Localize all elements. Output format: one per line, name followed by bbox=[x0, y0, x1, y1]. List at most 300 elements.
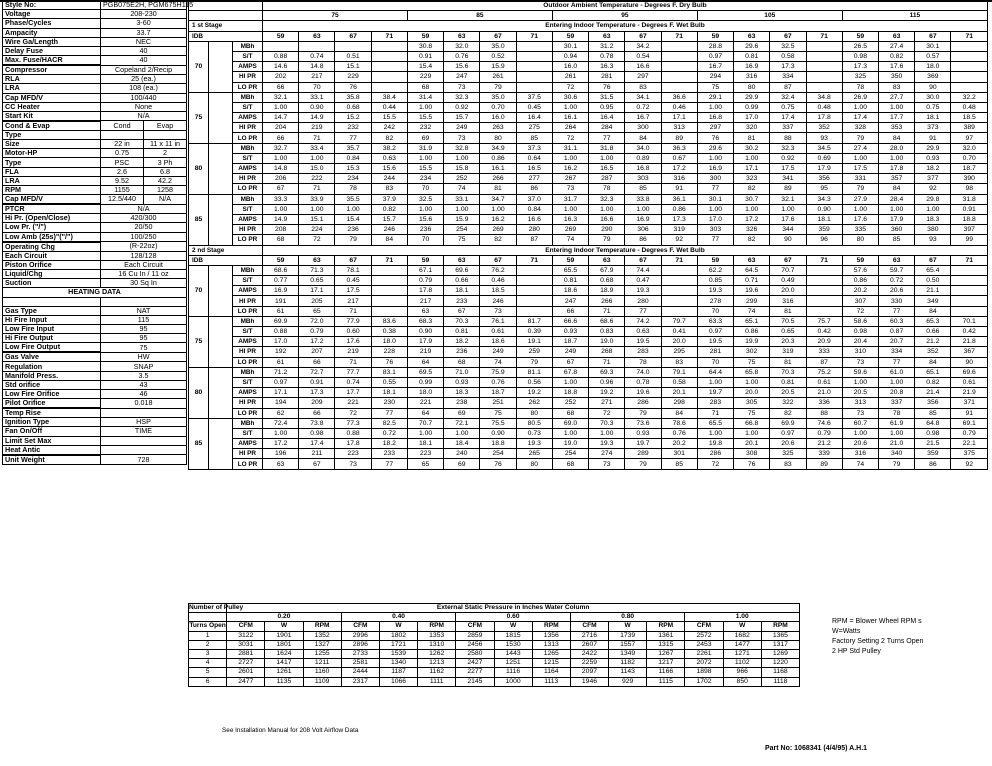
perf-cell: 34.0 bbox=[625, 143, 661, 153]
perf-cell: 14.9 bbox=[299, 113, 335, 123]
blower-row bbox=[189, 659, 800, 668]
perf-cell: 289 bbox=[625, 449, 661, 459]
perf-cell: 17.1 bbox=[661, 113, 697, 123]
part-number: Part No: 1068341 (4/4/95) A.H.1 bbox=[765, 745, 868, 752]
perf-row-label: MBh bbox=[233, 194, 263, 204]
spec-key: FLA bbox=[3, 167, 101, 176]
perf-cell: 29.8 bbox=[915, 194, 951, 204]
perf-cell: 71.0 bbox=[444, 367, 480, 377]
spec-value: 728 bbox=[101, 455, 187, 465]
perf-cell: 356 bbox=[915, 398, 951, 408]
perf-cell: 81 bbox=[770, 306, 806, 316]
blower-cell: 1265 bbox=[532, 649, 570, 658]
blower-cell: 1340 bbox=[379, 659, 417, 668]
perf-cell: 0.88 bbox=[263, 327, 299, 337]
perf-cell: 0.93 bbox=[444, 377, 480, 387]
perf-cell: 360 bbox=[879, 225, 915, 235]
perf-cell: 73 bbox=[842, 357, 878, 367]
spec-row bbox=[3, 242, 187, 252]
perf-cell: 0.79 bbox=[951, 428, 988, 438]
perf-cell: 35.0 bbox=[480, 41, 516, 51]
perf-cell: 74 bbox=[552, 235, 588, 245]
blower-cell: 1115 bbox=[647, 677, 685, 686]
perf-cell: 17.5 bbox=[770, 164, 806, 174]
perf-cell: 20.3 bbox=[770, 337, 806, 347]
perf-cell: 0.93 bbox=[915, 153, 951, 163]
perf-cell: 16.7 bbox=[697, 62, 733, 72]
spec-row bbox=[3, 204, 187, 214]
perf-cell: 70 bbox=[299, 82, 335, 92]
perf-cell: 29.6 bbox=[734, 41, 770, 51]
perf-cell: 340 bbox=[879, 449, 915, 459]
perf-cell: 18.8 bbox=[552, 388, 588, 398]
spec-row bbox=[3, 167, 187, 176]
wb-temp: 67 bbox=[915, 31, 951, 41]
perf-cell: 88 bbox=[806, 408, 842, 418]
perf-cell: 269 bbox=[552, 225, 588, 235]
blower-cell: 2259 bbox=[570, 659, 608, 668]
perf-row-label: MBh bbox=[233, 92, 263, 102]
perf-cell: 0.72 bbox=[371, 428, 407, 438]
perf-cell: 0.54 bbox=[625, 51, 661, 61]
spec-value-evap: 11 x 11 in bbox=[144, 140, 187, 149]
wb-row bbox=[189, 31, 988, 41]
perf-cell: 261 bbox=[552, 72, 588, 82]
perf-cell: 17.3 bbox=[770, 62, 806, 72]
spec-value: 95 bbox=[101, 334, 187, 343]
perf-cell: 65.8 bbox=[734, 367, 770, 377]
perf-cell: 99 bbox=[951, 235, 988, 245]
perf-cell: 90 bbox=[951, 357, 988, 367]
perf-cell: 1.00 bbox=[879, 377, 915, 387]
perf-cell bbox=[951, 51, 988, 61]
idb-value: 80 bbox=[189, 143, 209, 194]
perf-cell: 19.2 bbox=[589, 388, 625, 398]
perf-cell: 0.90 bbox=[480, 428, 516, 438]
perf-cell: 78 bbox=[842, 82, 878, 92]
perf-cell: 64.5 bbox=[734, 265, 770, 275]
blower-cell: 2145 bbox=[456, 677, 494, 686]
perf-cell bbox=[516, 296, 552, 306]
spec-key: Cap MFD/V bbox=[3, 195, 101, 205]
blower-cell: 1530 bbox=[494, 640, 532, 649]
blower-performance-table bbox=[188, 603, 800, 687]
perf-cell: 82 bbox=[734, 235, 770, 245]
perf-cell: 1.00 bbox=[625, 204, 661, 214]
perf-cell: 75 bbox=[444, 235, 480, 245]
perf-cell: 68.6 bbox=[263, 265, 299, 275]
perf-cell: 16.9 bbox=[734, 62, 770, 72]
perf-cell: 236 bbox=[407, 225, 443, 235]
perf-cell: 0.79 bbox=[407, 276, 443, 286]
perf-cell: 20.1 bbox=[734, 439, 770, 449]
spec-row bbox=[3, 232, 187, 242]
perf-cell: 17.9 bbox=[407, 337, 443, 347]
perf-cell: 31.2 bbox=[589, 41, 625, 51]
perf-cell: 15.0 bbox=[299, 164, 335, 174]
perf-cell: 17.6 bbox=[770, 214, 806, 224]
perf-cell: 275 bbox=[516, 123, 552, 133]
perf-cell: 66.6 bbox=[552, 316, 588, 326]
perf-cell: 0.98 bbox=[842, 327, 878, 337]
perf-cell: 69.1 bbox=[951, 418, 988, 428]
perf-cell: 74.6 bbox=[806, 418, 842, 428]
perf-cell: 278 bbox=[697, 296, 733, 306]
perf-cell: 194 bbox=[263, 398, 299, 408]
spec-key: Gas Valve bbox=[3, 352, 101, 362]
spec-key: Type bbox=[3, 130, 101, 139]
blower-cell: 2580 bbox=[456, 649, 494, 658]
perf-cell: 0.68 bbox=[589, 276, 625, 286]
perf-cell: 334 bbox=[770, 72, 806, 82]
perf-cell: 19.3 bbox=[697, 286, 733, 296]
perf-cell bbox=[806, 82, 842, 92]
spec-value: 25 (ea.) bbox=[101, 75, 187, 84]
perf-cell: 15.4 bbox=[335, 214, 371, 224]
perf-cell: 18.0 bbox=[371, 337, 407, 347]
blower-cell: 2 bbox=[189, 640, 227, 649]
perf-cell: 390 bbox=[951, 174, 988, 184]
perf-cell: 17.2 bbox=[734, 214, 770, 224]
wb-temp: 71 bbox=[806, 31, 842, 41]
perf-cell: 77 bbox=[371, 408, 407, 418]
blower-cell: 2607 bbox=[570, 640, 608, 649]
perf-cell: 33.1 bbox=[299, 92, 335, 102]
stage-header-row bbox=[189, 21, 988, 31]
perf-cell: 37.0 bbox=[516, 194, 552, 204]
perf-row-label: S/T bbox=[233, 276, 263, 286]
blower-cell: 1702 bbox=[685, 677, 723, 686]
perf-cell: 0.93 bbox=[552, 327, 588, 337]
perf-cell: 19.5 bbox=[625, 337, 661, 347]
perf-cell: 357 bbox=[879, 174, 915, 184]
perf-cell: 66 bbox=[299, 408, 335, 418]
ambient-temp: 115 bbox=[842, 11, 987, 21]
perf-cell: 66 bbox=[263, 82, 299, 92]
perf-cell: 74 bbox=[842, 459, 878, 469]
spec-value: N/A bbox=[101, 111, 187, 121]
blower-cell: 929 bbox=[609, 677, 647, 686]
wb-temp: 67 bbox=[480, 31, 516, 41]
perf-cell bbox=[806, 276, 842, 286]
perf-cell: 320 bbox=[734, 123, 770, 133]
perf-cell: 61 bbox=[263, 306, 299, 316]
perf-row-label: HI PR bbox=[233, 225, 263, 235]
blower-col-header: W bbox=[494, 622, 532, 631]
spec-key: Hi Fire Output bbox=[3, 334, 101, 343]
perf-cell bbox=[806, 72, 842, 82]
spec-value: N/A bbox=[101, 204, 187, 214]
perf-cell: 29.9 bbox=[734, 92, 770, 102]
perf-cell: 82 bbox=[770, 408, 806, 418]
blower-cell: 1443 bbox=[494, 649, 532, 658]
perf-cell: 0.86 bbox=[842, 276, 878, 286]
perf-row bbox=[189, 418, 988, 428]
perf-cell: 83.1 bbox=[371, 367, 407, 377]
blower-cell: 2716 bbox=[570, 631, 608, 640]
perf-cell: 0.44 bbox=[371, 102, 407, 112]
perf-cell: 72 bbox=[335, 408, 371, 418]
perf-row-label: S/T bbox=[233, 204, 263, 214]
perf-cell: 66 bbox=[263, 133, 299, 143]
perf-cell: 0.58 bbox=[661, 377, 697, 387]
perf-cell: 1.00 bbox=[879, 204, 915, 214]
perf-cell: 20.4 bbox=[842, 337, 878, 347]
ambient-temp: 85 bbox=[407, 11, 552, 21]
perf-cell: 27.4 bbox=[879, 41, 915, 51]
spec-key: Each Circuit bbox=[3, 251, 101, 260]
spec-row bbox=[3, 362, 187, 371]
perf-cell: 236 bbox=[335, 225, 371, 235]
perf-cell: 73.6 bbox=[625, 418, 661, 428]
wb-temp: 67 bbox=[625, 255, 661, 265]
perf-cell: 79 bbox=[589, 235, 625, 245]
perf-cell: 84 bbox=[879, 133, 915, 143]
perf-row bbox=[189, 367, 988, 377]
perf-cell: 17.8 bbox=[407, 286, 443, 296]
note-line: RPM = Blower Wheel RPM s bbox=[832, 618, 922, 625]
perf-cell: 30.1 bbox=[552, 41, 588, 51]
perf-cell: 19.0 bbox=[589, 337, 625, 347]
perf-cell: 70.5 bbox=[770, 316, 806, 326]
perf-cell: 0.81 bbox=[552, 276, 588, 286]
perf-cell: 32.0 bbox=[444, 41, 480, 51]
spec-row bbox=[3, 445, 187, 455]
spec-row bbox=[3, 399, 187, 409]
blower-col-header: RPM bbox=[418, 622, 456, 631]
perf-cell: 0.91 bbox=[299, 377, 335, 387]
perf-cell: 18.7 bbox=[951, 164, 988, 174]
blower-cell: 1365 bbox=[761, 631, 799, 640]
perf-cell: 76.1 bbox=[480, 316, 516, 326]
perf-row bbox=[189, 449, 988, 459]
wb-temp: 59 bbox=[697, 255, 733, 265]
wb-temp: 67 bbox=[915, 255, 951, 265]
perf-row-label: HI PR bbox=[233, 296, 263, 306]
blower-cell: 1066 bbox=[379, 677, 417, 686]
spec-key: Unit Weight bbox=[3, 455, 101, 465]
perf-cell: 65.3 bbox=[915, 316, 951, 326]
perf-cell: 280 bbox=[516, 225, 552, 235]
spec-value: 3.5 bbox=[101, 371, 187, 380]
perf-cell bbox=[371, 265, 407, 275]
perf-cell: 335 bbox=[842, 225, 878, 235]
perf-cell: 232 bbox=[335, 123, 371, 133]
perf-cell: 16.8 bbox=[697, 113, 733, 123]
perf-cell: 67.9 bbox=[589, 265, 625, 275]
perf-cell: 15.6 bbox=[407, 214, 443, 224]
wb-row bbox=[189, 255, 988, 265]
perf-cell: 0.96 bbox=[589, 377, 625, 387]
perf-cell: 78.1 bbox=[335, 265, 371, 275]
perf-cell: 0.63 bbox=[371, 153, 407, 163]
spec-key: Manifold Press. bbox=[3, 371, 101, 380]
perf-cell bbox=[951, 296, 988, 306]
idb-value: 85 bbox=[189, 418, 209, 469]
perf-cell: 17.2 bbox=[661, 164, 697, 174]
blower-cell: 1261 bbox=[265, 668, 303, 677]
perf-cell: 1.00 bbox=[444, 428, 480, 438]
perf-cell bbox=[516, 51, 552, 61]
perf-cell: 69.6 bbox=[444, 265, 480, 275]
perf-cell: 240 bbox=[444, 449, 480, 459]
perf-cell: 15.5 bbox=[371, 113, 407, 123]
perf-cell: 1.00 bbox=[842, 428, 878, 438]
perf-cell: 70.7 bbox=[770, 265, 806, 275]
perf-cell: 300 bbox=[697, 174, 733, 184]
perf-cell: 87 bbox=[516, 235, 552, 245]
perf-cell: 306 bbox=[625, 225, 661, 235]
perf-cell: 76 bbox=[335, 82, 371, 92]
perf-cell: 35.7 bbox=[335, 143, 371, 153]
perf-cell: 268 bbox=[589, 347, 625, 357]
perf-cell: 34.2 bbox=[625, 41, 661, 51]
perf-cell: 16.3 bbox=[552, 214, 588, 224]
perf-cell: 1.00 bbox=[734, 377, 770, 387]
perf-row-label: AMPS bbox=[233, 388, 263, 398]
spec-value: 40 bbox=[101, 56, 187, 66]
perf-cell: 0.67 bbox=[661, 153, 697, 163]
blower-cell: 1102 bbox=[723, 659, 761, 668]
perf-cell: 0.49 bbox=[770, 276, 806, 286]
perf-cell: 37.9 bbox=[371, 194, 407, 204]
perf-cell: 16.9 bbox=[625, 214, 661, 224]
perf-cell: 0.61 bbox=[480, 327, 516, 337]
perf-cell bbox=[661, 265, 697, 275]
perf-cell: 73 bbox=[589, 459, 625, 469]
perf-cell: 1.00 bbox=[697, 428, 733, 438]
perf-cell: 71 bbox=[697, 408, 733, 418]
perf-cell: 0.66 bbox=[915, 327, 951, 337]
perf-cell: 367 bbox=[951, 347, 988, 357]
blower-cell: 1353 bbox=[418, 631, 456, 640]
spec-row bbox=[3, 436, 187, 445]
perf-row bbox=[189, 306, 988, 316]
perf-cell: 294 bbox=[697, 72, 733, 82]
perf-row bbox=[189, 439, 988, 449]
perf-cell: 16.7 bbox=[625, 113, 661, 123]
perf-row bbox=[189, 388, 988, 398]
perf-cell: 30.2 bbox=[734, 143, 770, 153]
perf-cell: 76 bbox=[697, 133, 733, 143]
perf-cell: 17.9 bbox=[879, 214, 915, 224]
perf-row bbox=[189, 51, 988, 61]
perf-cell: 1.00 bbox=[842, 204, 878, 214]
perf-cell: 313 bbox=[842, 398, 878, 408]
spec-key: Size bbox=[3, 140, 101, 149]
perf-cell: 0.95 bbox=[589, 102, 625, 112]
perf-cell: 18.1 bbox=[806, 214, 842, 224]
perf-cell: 18.8 bbox=[480, 439, 516, 449]
perf-cell: 20.0 bbox=[770, 286, 806, 296]
perf-cell: 71 bbox=[299, 184, 335, 194]
perf-cell: 373 bbox=[915, 123, 951, 133]
perf-row-label: HI PR bbox=[233, 123, 263, 133]
blower-col-header: W bbox=[609, 622, 647, 631]
perf-cell: 16.2 bbox=[480, 214, 516, 224]
perf-cell bbox=[371, 82, 407, 92]
blower-col-header: CFM bbox=[685, 622, 723, 631]
perf-cell: 249 bbox=[552, 347, 588, 357]
perf-cell: 74 bbox=[480, 357, 516, 367]
perf-cell: 79 bbox=[480, 82, 516, 92]
perf-cell: 316 bbox=[734, 72, 770, 82]
perf-cell: 91 bbox=[951, 408, 988, 418]
perf-cell bbox=[806, 51, 842, 61]
perf-cell bbox=[371, 41, 407, 51]
perf-cell: 70.1 bbox=[951, 316, 988, 326]
spec-key: LRA bbox=[3, 176, 101, 185]
perf-cell: 1.00 bbox=[589, 153, 625, 163]
perf-cell bbox=[371, 286, 407, 296]
spec-row bbox=[3, 19, 187, 28]
spec-key: Max. Fuse/HACR bbox=[3, 56, 101, 66]
perf-cell: 69 bbox=[444, 408, 480, 418]
perf-cell: 32.8 bbox=[444, 143, 480, 153]
spec-value-cond: 22 in bbox=[101, 140, 144, 149]
perf-cell: 36.6 bbox=[661, 92, 697, 102]
outdoor-ambient-title: Outdoor Ambient Temperature - Degrees F. Dry Bulb bbox=[263, 1, 988, 11]
perf-cell: 281 bbox=[589, 72, 625, 82]
static-pressure-title: External Static Pressure in Inches Water Column bbox=[227, 604, 800, 613]
perf-cell: 1.00 bbox=[734, 153, 770, 163]
perf-cell: 70.3 bbox=[589, 418, 625, 428]
perf-cell: 0.39 bbox=[516, 327, 552, 337]
perf-row bbox=[189, 357, 988, 367]
perf-cell: 89 bbox=[770, 184, 806, 194]
perf-cell: 300 bbox=[625, 123, 661, 133]
spec-key: Limit Set Max bbox=[3, 436, 101, 445]
perf-cell: 16.1 bbox=[480, 164, 516, 174]
perf-row bbox=[189, 102, 988, 112]
perf-cell: 0.90 bbox=[407, 327, 443, 337]
perf-cell: 389 bbox=[951, 123, 988, 133]
entering-wb-title: Entering Indoor Temperature - Degrees F. Wet Bulb bbox=[263, 21, 988, 31]
perf-cell: 64 bbox=[407, 357, 443, 367]
perf-cell: 0.97 bbox=[263, 377, 299, 387]
perf-cell: 86 bbox=[516, 184, 552, 194]
perf-row bbox=[189, 377, 988, 387]
perf-cell: 0.69 bbox=[806, 153, 842, 163]
perf-cell: 0.66 bbox=[444, 276, 480, 286]
perf-row-label: MBh bbox=[233, 143, 263, 153]
perf-cell: 0.77 bbox=[263, 276, 299, 286]
spec-value-evap: 1258 bbox=[144, 186, 187, 195]
perf-row-label: MBh bbox=[233, 418, 263, 428]
spec-key: Start Kit bbox=[3, 111, 101, 121]
blower-col-header: CFM bbox=[570, 622, 608, 631]
perf-cell: 1.00 bbox=[263, 204, 299, 214]
perf-cell: 83 bbox=[371, 184, 407, 194]
spec-value: 208-230 bbox=[101, 10, 187, 19]
perf-cell: 0.75 bbox=[915, 102, 951, 112]
perf-cell: 0.83 bbox=[589, 327, 625, 337]
perf-cell: 280 bbox=[625, 296, 661, 306]
perf-cell: 14.8 bbox=[263, 164, 299, 174]
perf-cell: 281 bbox=[697, 347, 733, 357]
spec-value: Copeland 2/Recip bbox=[101, 65, 187, 75]
note-line: W=Watts bbox=[832, 628, 861, 635]
perf-cell: 65 bbox=[407, 459, 443, 469]
perf-cell: 28.4 bbox=[879, 194, 915, 204]
perf-cell: 72 bbox=[842, 306, 878, 316]
blower-cell: 1116 bbox=[494, 668, 532, 677]
spec-value: HSP bbox=[101, 418, 187, 427]
perf-row-label: HI PR bbox=[233, 72, 263, 82]
perf-cell: 64.8 bbox=[915, 418, 951, 428]
blower-col-header: RPM bbox=[647, 622, 685, 631]
perf-cell: 80 bbox=[734, 82, 770, 92]
